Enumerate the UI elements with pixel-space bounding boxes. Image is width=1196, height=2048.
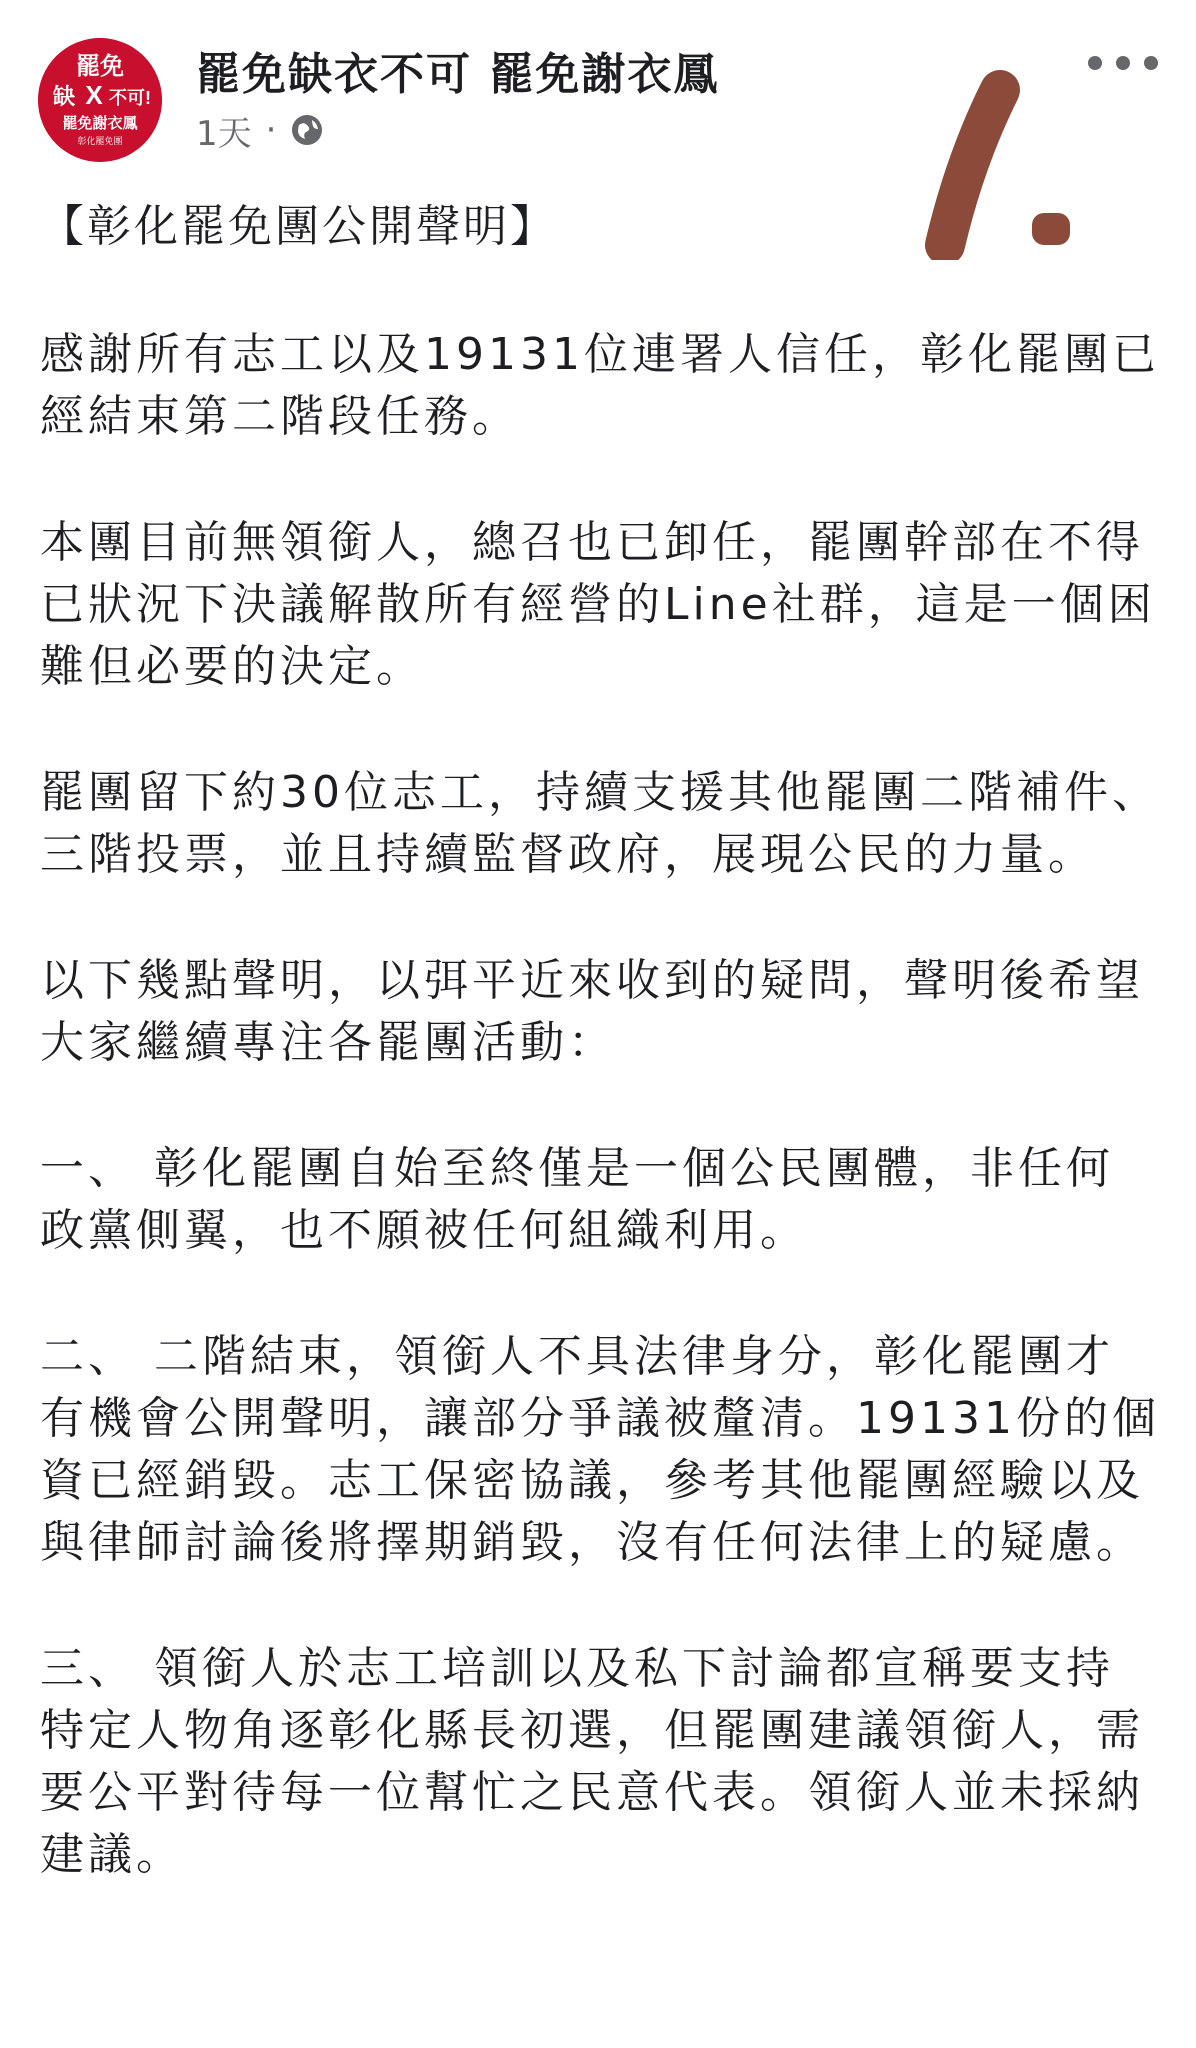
avatar-text-line5: 彰化罷免團 (77, 136, 123, 146)
post-header (0, 0, 1196, 170)
avatar-logo (38, 38, 162, 162)
post-paragraph-4: 以下幾點聲明，以弭平近來收到的疑問，聲明後希望大家繼續專注各罷團活動： (40, 955, 1144, 1068)
post-body (40, 196, 1160, 1950)
meta-separator: · (265, 110, 277, 150)
page-avatar[interactable] (38, 38, 162, 162)
post-timestamp[interactable]: 1天 (196, 113, 252, 154)
post-title: 【彰化罷免團公開聲明】 (40, 201, 557, 252)
avatar-text-line1: 罷免 (76, 53, 124, 80)
post-meta (196, 108, 324, 152)
post-paragraph-6: 二、 二階結束，領銜人不具法律身分，彰化罷團才有機會公開聲明，讓部分爭議被釐清。19131份的個資已經銷毀。志工保密協議，參考其他罷團經驗以及與律師討論後將擇期銷毀，沒有任何法律上的疑慮。 (40, 1331, 1160, 1568)
globe-icon (290, 113, 324, 147)
avatar-text-line2: 缺 (52, 84, 76, 109)
post-paragraph-7: 三、 領銜人於志工培訓以及私下討論都宣稱要支持特定人物角逐彰化縣長初選，但罷團建議領銜人，需要公平對待每一位幫忙之民意代表。領銜人並未採納建議。 (40, 1643, 1144, 1880)
post-paragraph-2: 本團目前無領銜人，總召也已卸任，罷團幹部在不得已狀況下決議解散所有經營的Line社群，這是一個困難但必要的決定。 (40, 517, 1156, 692)
more-dot-icon (1116, 56, 1130, 70)
avatar-logo-x: X (85, 80, 103, 110)
avatar-text-line3: 不可! (109, 88, 151, 108)
avatar-text-line4: 罷免謝衣鳳 (62, 115, 138, 132)
post-paragraph-1: 感謝所有志工以及19131位連署人信任，彰化罷團已經結束第二階段任務。 (40, 329, 1160, 442)
post-paragraph-5: 一、 彰化罷團自始至終僅是一個公民團體，非任何政黨側翼，也不願被任何組織利用。 (40, 1143, 1114, 1256)
page-name-link[interactable]: 罷免缺衣不可 罷免謝衣鳳 (196, 49, 720, 100)
more-options-button[interactable] (1088, 48, 1158, 78)
post-paragraph-3: 罷團留下約30位志工，持續支援其他罷團二階補件、三階投票，並且持續監督政府，展現公民的力量。 (40, 767, 1160, 880)
more-dot-icon (1144, 56, 1158, 70)
more-dot-icon (1088, 56, 1102, 70)
